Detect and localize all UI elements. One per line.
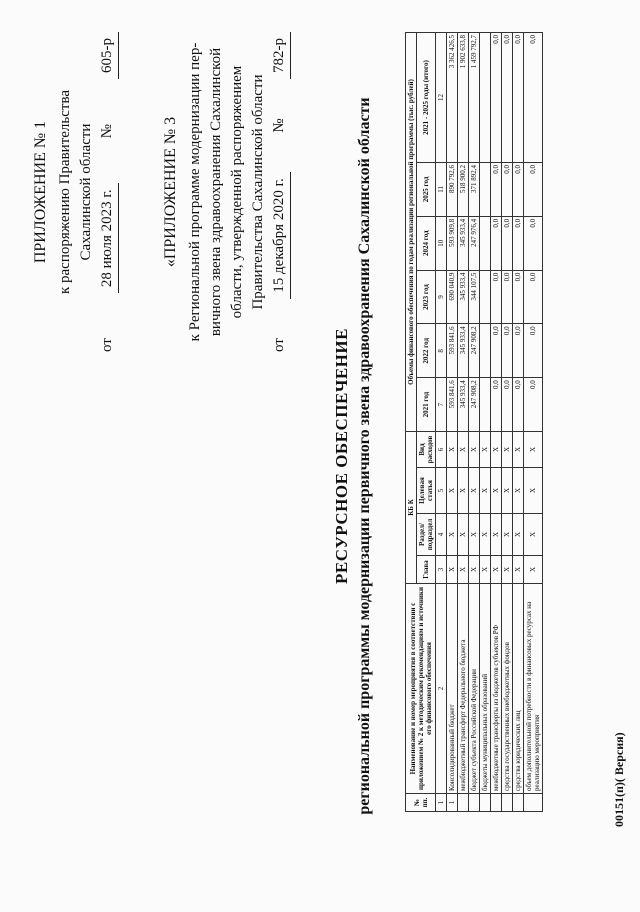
row-value-cell: 0,0 xyxy=(513,216,524,270)
row-value-cell: 247 976,4 xyxy=(469,216,480,270)
row-value-cell: 0,0 xyxy=(513,270,524,324)
appendix-1-date: 28 июля 2023 г. xyxy=(97,183,119,293)
row-value-cell: 345 933,4 xyxy=(458,378,469,432)
row-value-cell xyxy=(480,324,491,378)
header-statya: Целевая статья xyxy=(417,468,436,514)
row-number-cell xyxy=(458,794,469,812)
appendix-3-number: 782-р xyxy=(269,32,291,79)
appendix-1-heading: ПРИЛОЖЕНИЕ № 1 xyxy=(32,120,49,264)
appendix-3-line: вичного звена здравоохранения Сахалинской xyxy=(208,47,224,337)
row-name-cell: средства государственных внебюджетных фондов xyxy=(502,584,513,794)
row-value-cell: 518 900,2 xyxy=(458,163,469,217)
appendix-3-line: к Региональной программе модернизации пер- xyxy=(187,42,203,342)
column-number-cell: 8 xyxy=(436,324,447,378)
header-name: Наименование и номер мероприятия в соответствии с приложением № 2 к методическим рекомендациям и источники его финансового обеспечения xyxy=(406,584,436,794)
row-statya-cell: X xyxy=(480,468,491,514)
column-number-cell: 10 xyxy=(436,216,447,270)
row-glava-cell: X xyxy=(447,556,458,584)
header-volumes: Объемы финансового обеспечения по годам реализации региональной программы (тыс. рублей) xyxy=(406,33,417,432)
appendix-3-date: 15 декабря 2020 г. xyxy=(269,172,291,299)
header-no: № пп. xyxy=(406,794,436,812)
row-vid-cell: X xyxy=(502,432,513,468)
row-name-cell: межбюджетный трансферт Федерального бюджета xyxy=(458,584,469,794)
row-value-cell xyxy=(480,163,491,217)
row-value-cell: 0,0 xyxy=(524,33,543,163)
row-value-cell: 345 933,4 xyxy=(458,324,469,378)
row-vid-cell: X xyxy=(480,432,491,468)
row-value-cell: 0,0 xyxy=(524,216,543,270)
header-vid: Вид расходов xyxy=(417,432,436,468)
row-razdel-cell: X xyxy=(447,514,458,556)
row-statya-cell: X xyxy=(513,468,524,514)
table-row xyxy=(513,33,524,812)
column-number-cell: 11 xyxy=(436,163,447,217)
row-value-cell xyxy=(480,270,491,324)
row-number-cell: 1 xyxy=(447,794,458,812)
row-value-cell: 0,0 xyxy=(524,270,543,324)
row-glava-cell: X xyxy=(513,556,524,584)
appendix-1-date-row: от 28 июля 2023 г. № 605-р xyxy=(97,32,119,352)
row-name-cell: межбюджетные трансферты из бюджетов субъектов РФ xyxy=(491,584,502,794)
row-value-cell: 371 892,4 xyxy=(469,163,480,217)
row-razdel-cell: X xyxy=(513,514,524,556)
row-vid-cell: X xyxy=(513,432,524,468)
row-value-cell: 0,0 xyxy=(513,324,524,378)
column-number-cell: 3 xyxy=(436,556,447,584)
row-value-cell: 0,0 xyxy=(524,378,543,432)
row-value-cell: 0,0 xyxy=(502,216,513,270)
row-value-cell: 3 362 426,5 xyxy=(447,33,458,163)
row-value-cell: 593 841,6 xyxy=(447,324,458,378)
row-value-cell: 0,0 xyxy=(491,33,502,163)
header-year: 2021 - 2025 годы (итого) xyxy=(417,33,436,163)
header-year: 2024 год xyxy=(417,216,436,270)
row-value-cell: 0,0 xyxy=(513,163,524,217)
row-value-cell: 890 792,6 xyxy=(447,163,458,217)
row-value-cell: 593 841,6 xyxy=(447,378,458,432)
row-statya-cell: X xyxy=(458,468,469,514)
appendix-3-line: области, утвержденной распоряжением xyxy=(229,65,245,319)
version-footer: 00151(п)( Версия) xyxy=(612,732,626,827)
row-value-cell: 0,0 xyxy=(491,216,502,270)
row-value-cell: 0,0 xyxy=(502,324,513,378)
appendix-1-number: 605-р xyxy=(97,32,119,79)
row-value-cell: 690 040,9 xyxy=(447,270,458,324)
header-year: 2022 год xyxy=(417,324,436,378)
row-vid-cell: X xyxy=(524,432,543,468)
row-value-cell: 345 933,4 xyxy=(458,216,469,270)
row-glava-cell: X xyxy=(469,556,480,584)
row-number-cell xyxy=(480,794,491,812)
header-year: 2021 год xyxy=(417,378,436,432)
appendix-1-line: Сахалинской области xyxy=(78,123,94,261)
row-vid-cell: X xyxy=(491,432,502,468)
column-number-cell: 1 xyxy=(436,794,447,812)
row-vid-cell: X xyxy=(447,432,458,468)
header-year: 2025 год xyxy=(417,163,436,217)
row-value-cell: 0,0 xyxy=(502,378,513,432)
row-statya-cell: X xyxy=(469,468,480,514)
row-value-cell: 0,0 xyxy=(513,378,524,432)
row-value-cell: 0,0 xyxy=(502,270,513,324)
row-value-cell: 0,0 xyxy=(524,163,543,217)
header-glava: Глава xyxy=(417,556,436,584)
row-value-cell: 1 459 792,7 xyxy=(469,33,480,163)
row-razdel-cell: X xyxy=(480,514,491,556)
column-number-cell: 12 xyxy=(436,33,447,163)
column-number-cell: 4 xyxy=(436,514,447,556)
row-value-cell: 344 107,5 xyxy=(469,270,480,324)
row-glava-cell: X xyxy=(524,556,543,584)
row-value-cell: 0,0 xyxy=(491,378,502,432)
table-row xyxy=(447,33,458,812)
row-value-cell xyxy=(480,33,491,163)
row-razdel-cell: X xyxy=(524,514,543,556)
row-statya-cell: X xyxy=(502,468,513,514)
header-kbk: КБ К xyxy=(406,432,417,584)
row-glava-cell: X xyxy=(458,556,469,584)
resource-table xyxy=(405,32,543,812)
row-value-cell: 0,0 xyxy=(502,33,513,163)
header-year: 2023 год xyxy=(417,270,436,324)
row-value-cell: 345 933,4 xyxy=(458,270,469,324)
column-number-row xyxy=(436,33,447,812)
row-number-cell xyxy=(491,794,502,812)
row-name-cell: средства юридических лиц xyxy=(513,584,524,794)
appendix-3-date-row: от 15 декабря 2020 г. № 782-р xyxy=(269,32,291,352)
row-statya-cell: X xyxy=(491,468,502,514)
column-number-cell: 2 xyxy=(436,584,447,794)
document-title: РЕСУРСНОЕ ОБЕСПЕЧЕНИЕ xyxy=(332,328,351,584)
row-value-cell: 0,0 xyxy=(513,33,524,163)
appendix-3-line: Правительства Сахалинской области xyxy=(250,74,266,310)
appendix-1-block xyxy=(30,32,119,352)
row-razdel-cell: X xyxy=(502,514,513,556)
row-glava-cell: X xyxy=(480,556,491,584)
row-name-cell: бюджет субъекта Российской Федерации xyxy=(469,584,480,794)
column-number-cell: 5 xyxy=(436,468,447,514)
table-row xyxy=(491,33,502,812)
table-row xyxy=(469,33,480,812)
table-body xyxy=(447,33,543,812)
row-name-cell: объем дополнительной потребности в финансовых ресурсах на реализацию мероприятия xyxy=(524,584,543,794)
row-value-cell: 247 908,2 xyxy=(469,324,480,378)
appendix-3-block xyxy=(160,32,291,352)
row-number-cell xyxy=(513,794,524,812)
document-subtitle: региональной программы модернизации первичного звена здравоохранения Сахалинской области xyxy=(356,97,373,815)
column-number-cell: 6 xyxy=(436,432,447,468)
row-value-cell: 593 909,8 xyxy=(447,216,458,270)
header-razdel: Раздел/ подраздел xyxy=(417,514,436,556)
appendix-1-line: к распоряжению Правительства xyxy=(57,90,73,295)
row-number-cell xyxy=(524,794,543,812)
table-row xyxy=(480,33,491,812)
row-glava-cell: X xyxy=(491,556,502,584)
row-razdel-cell: X xyxy=(491,514,502,556)
row-value-cell: 0,0 xyxy=(502,163,513,217)
column-number-cell: 7 xyxy=(436,378,447,432)
row-razdel-cell: X xyxy=(458,514,469,556)
row-value-cell: 0,0 xyxy=(524,324,543,378)
table-row xyxy=(502,33,513,812)
row-number-cell xyxy=(502,794,513,812)
row-name-cell: Консолидированный бюджет xyxy=(447,584,458,794)
row-value-cell: 0,0 xyxy=(491,324,502,378)
row-vid-cell: X xyxy=(469,432,480,468)
table-row xyxy=(524,33,543,812)
row-value-cell: 0,0 xyxy=(491,163,502,217)
column-number-cell: 9 xyxy=(436,270,447,324)
row-statya-cell: X xyxy=(447,468,458,514)
row-vid-cell: X xyxy=(458,432,469,468)
row-name-cell: бюджеты муниципальных образований xyxy=(480,584,491,794)
row-glava-cell: X xyxy=(502,556,513,584)
row-number-cell xyxy=(469,794,480,812)
row-value-cell xyxy=(480,378,491,432)
table-row xyxy=(458,33,469,812)
appendix-3-heading: «ПРИЛОЖЕНИЕ № 3 xyxy=(162,116,179,268)
row-value-cell: 0,0 xyxy=(491,270,502,324)
row-razdel-cell: X xyxy=(469,514,480,556)
row-value-cell xyxy=(480,216,491,270)
row-statya-cell: X xyxy=(524,468,543,514)
row-value-cell: 247 908,2 xyxy=(469,378,480,432)
row-value-cell: 1 902 633,8 xyxy=(458,33,469,163)
